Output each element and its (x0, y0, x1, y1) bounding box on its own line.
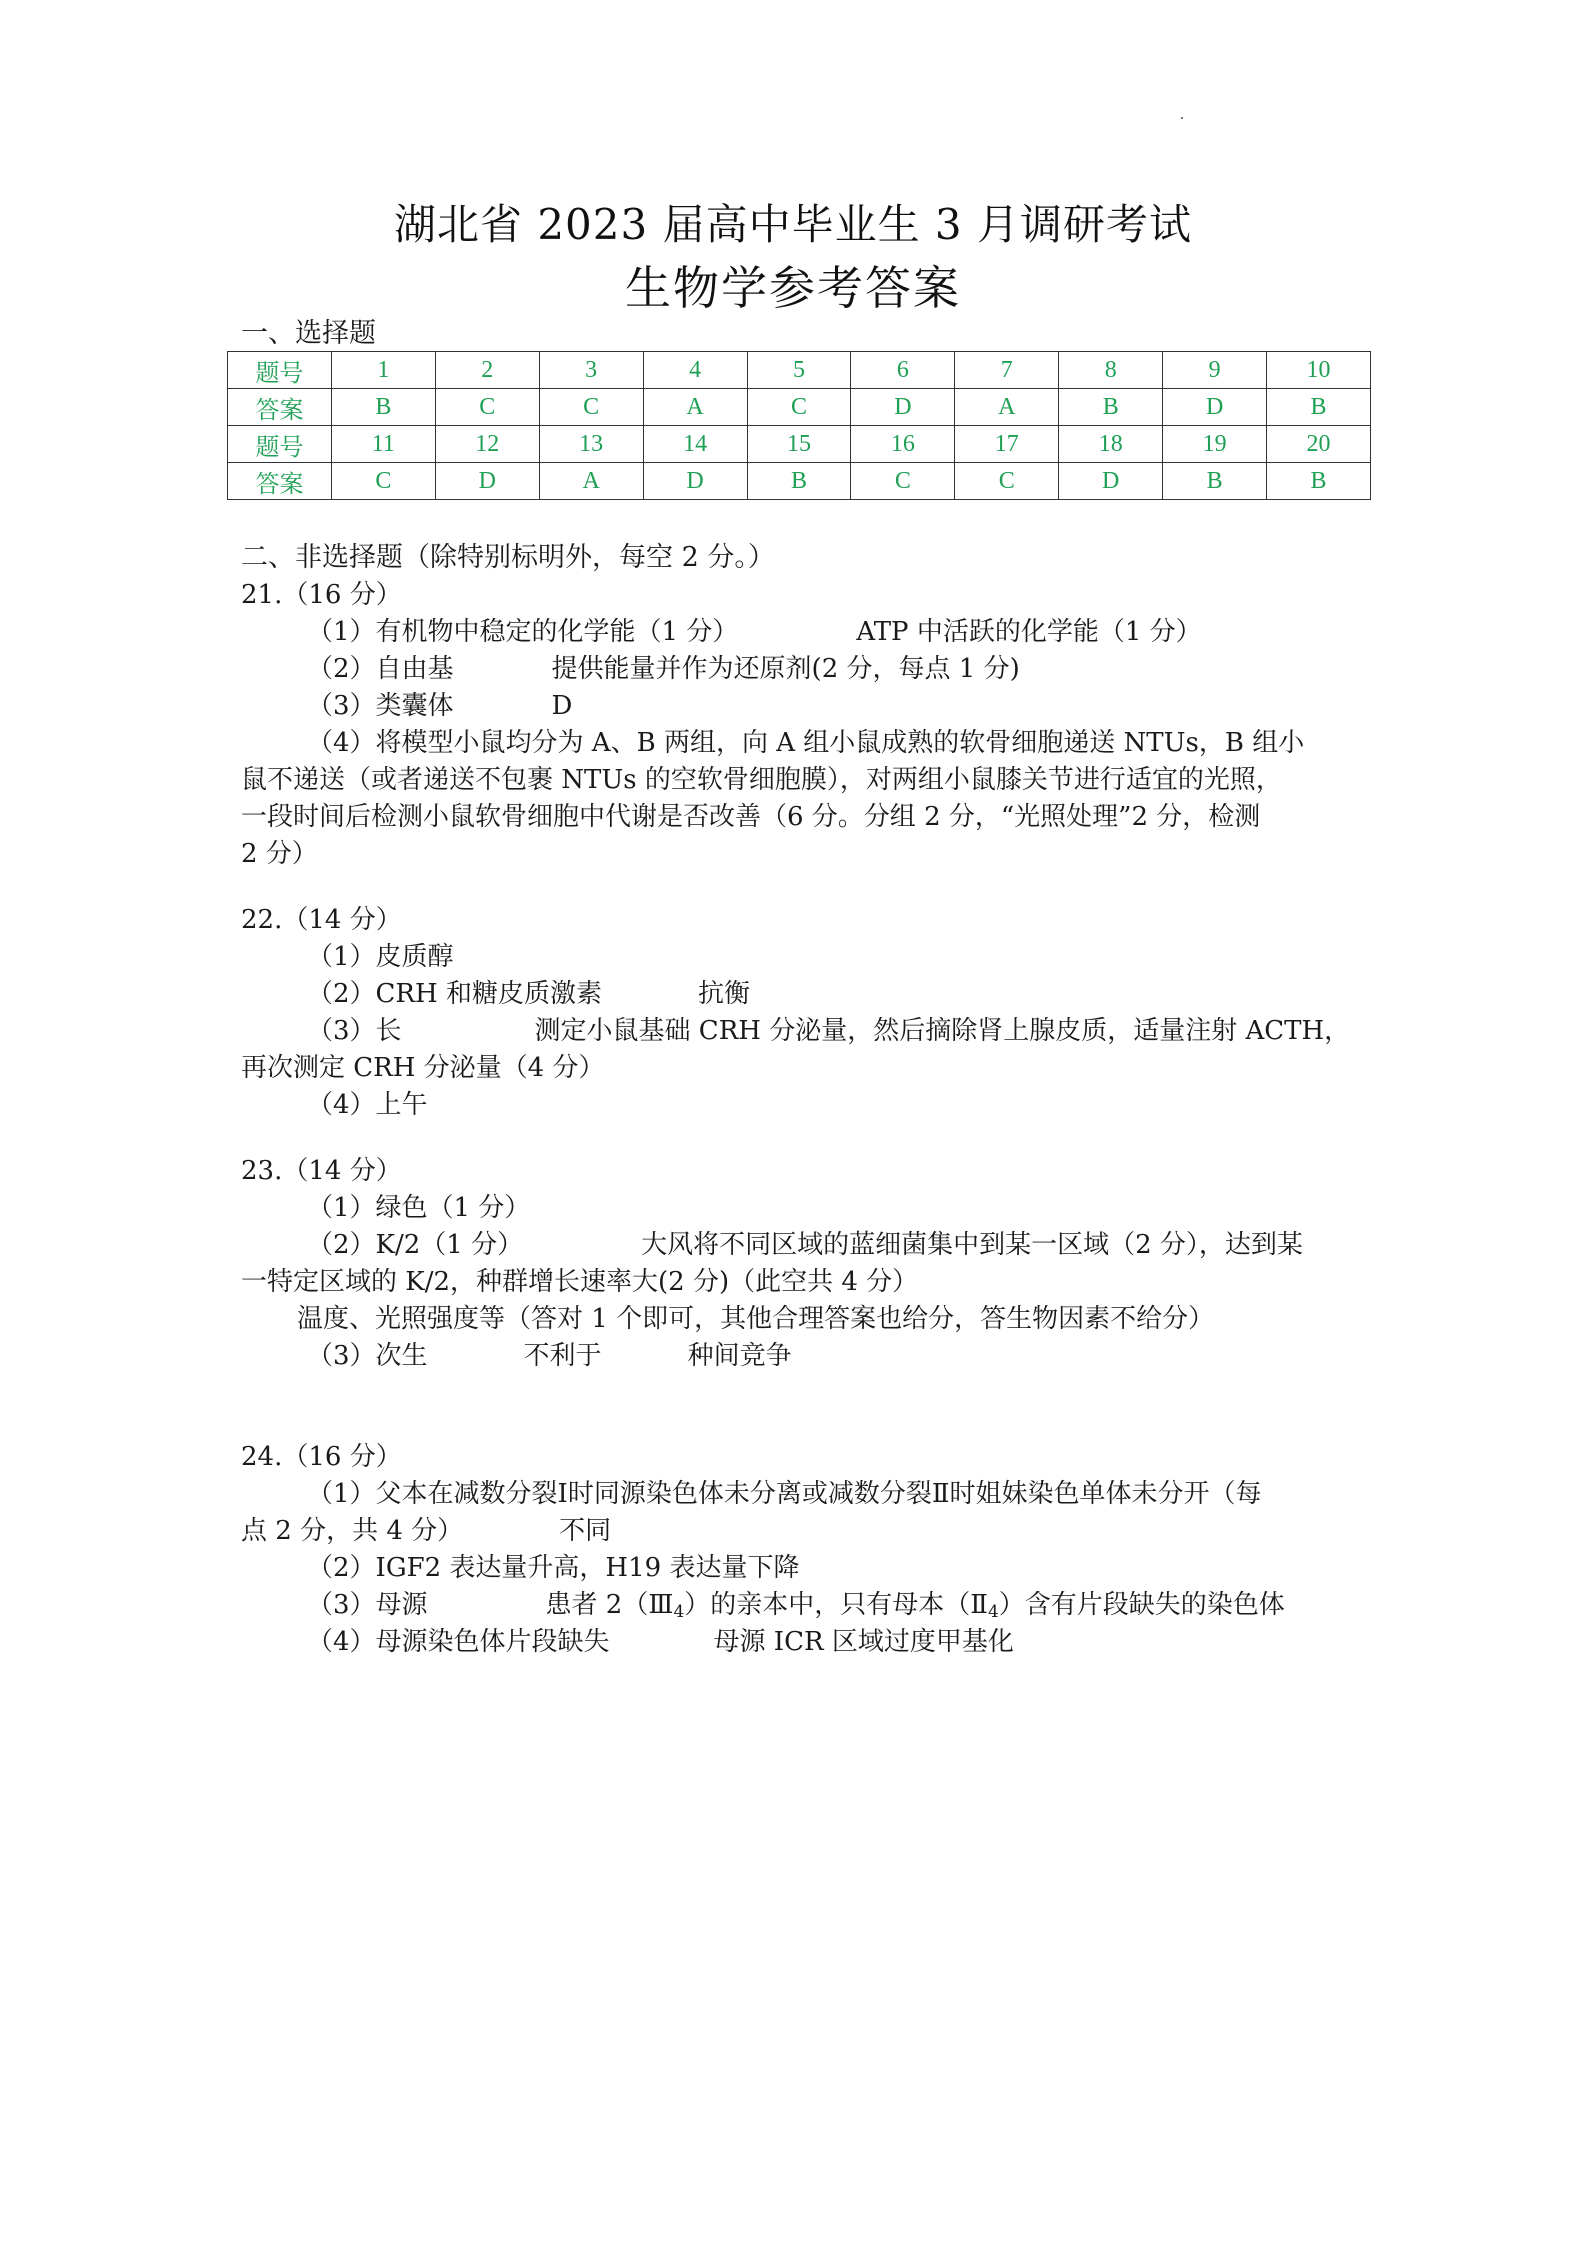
q22-answer-2: （2）CRH 和糖皮质激素 抗衡 (307, 979, 750, 1009)
answer-table-cell: A (643, 389, 747, 426)
answer-table-cell: 4 (643, 352, 747, 389)
q22-header: 22.（14 分） (241, 905, 402, 935)
answer-table-row (228, 463, 1371, 500)
answer-table-cell: D (643, 463, 747, 500)
answer-table-row (228, 426, 1371, 463)
q21-header: 21.（16 分） (241, 580, 402, 610)
q21-answer-3: （3）类囊体 D (307, 691, 573, 721)
answer-table-cell: B (1059, 389, 1163, 426)
answer-table-cell: B (331, 389, 435, 426)
answer-table-row-label: 题号 (228, 352, 332, 389)
q22-answer-3: （3）长 测定小鼠基础 CRH 分泌量，然后摘除肾上腺皮质，适量注射 ACTH， (307, 1016, 1351, 1046)
answer-table-cell: 12 (435, 426, 539, 463)
answer-table-row-label: 题号 (228, 426, 332, 463)
answer-table-cell: D (435, 463, 539, 500)
q22-answer-4: （4）上午 (307, 1090, 428, 1120)
answer-table-cell: 11 (331, 426, 435, 463)
answer-table-cell: D (1059, 463, 1163, 500)
answer-table-cell: B (747, 463, 851, 500)
q21-answer-4-line2: 鼠不递送（或者递送不包裹 NTUs 的空软骨细胞膜），对两组小鼠膝关节进行适宜的光照， (241, 765, 1282, 795)
q24-header: 24.（16 分） (241, 1442, 402, 1472)
answer-table-cell: A (539, 463, 643, 500)
answer-table-cell: C (955, 463, 1059, 500)
answer-table (227, 351, 1371, 500)
answer-table-cell: C (435, 389, 539, 426)
answer-table-cell: 5 (747, 352, 851, 389)
q24-answer-1-line2: 点 2 分，共 4 分） 不同 (241, 1516, 612, 1546)
answer-table-cell: B (1267, 463, 1371, 500)
q24-answer-2: （2）IGF2 表达量升高，H19 表达量下降 (307, 1553, 800, 1583)
answer-table-row-label: 答案 (228, 463, 332, 500)
answer-table-cell: D (1163, 389, 1267, 426)
q22-answer-1: （1）皮质醇 (307, 942, 454, 972)
answer-table-cell: 6 (851, 352, 955, 389)
section-choice-title: 一、选择题 (241, 318, 376, 349)
answer-table-cell: 8 (1059, 352, 1163, 389)
answer-table-cell: 19 (1163, 426, 1267, 463)
answer-table-cell: 2 (435, 352, 539, 389)
q23-answer-2-line3: 温度、光照强度等（答对 1 个即可，其他合理答案也给分，答生物因素不给分） (297, 1304, 1215, 1334)
section-nonchoice-title: 二、非选择题（除特别标明外，每空 2 分。） (241, 542, 775, 573)
q21-answer-4: （4）将模型小鼠均分为 A、B 两组，向 A 组小鼠成熟的软骨细胞递送 NTUs，B 组小 (307, 728, 1305, 758)
q24-answer-4: （4）母源染色体片段缺失 母源 ICR 区域过度甲基化 (307, 1627, 1014, 1657)
answer-table-cell: C (331, 463, 435, 500)
q23-answer-3: （3）次生 不利于 种间竞争 (307, 1341, 792, 1371)
answer-table-cell: 14 (643, 426, 747, 463)
q21-answer-4-line4: 2 分） (241, 839, 318, 869)
q23-answer-1: （1）绿色（1 分） (307, 1193, 531, 1223)
answer-table-cell: D (851, 389, 955, 426)
answer-table-cell: 9 (1163, 352, 1267, 389)
answer-table-row (228, 389, 1371, 426)
q23-answer-2-line2: 一特定区域的 K/2，种群增长速率大(2 分)（此空共 4 分） (241, 1267, 919, 1297)
q24-answer-1: （1）父本在减数分裂Ⅰ时同源染色体未分离或减数分裂Ⅱ时姐妹染色单体未分开（每 (307, 1479, 1262, 1509)
answer-table-cell: C (747, 389, 851, 426)
answer-table-cell: 13 (539, 426, 643, 463)
q21-answer-4-line3: 一段时间后检测小鼠软骨细胞中代谢是否改善（6 分。分组 2 分，“光照处理”2 分，检测 (241, 802, 1261, 832)
answer-table-cell: 1 (331, 352, 435, 389)
answer-table-cell: 7 (955, 352, 1059, 389)
answer-table-cell: B (1267, 389, 1371, 426)
q23-answer-2: （2）K/2（1 分） 大风将不同区域的蓝细菌集中到某一区域（2 分），达到某 (307, 1230, 1303, 1260)
page-title: 湖北省 2023 届高中毕业生 3 月调研考试 (393, 200, 1192, 249)
q22-answer-3-line2: 再次测定 CRH 分泌量（4 分） (241, 1053, 605, 1083)
answer-table-cell: 15 (747, 426, 851, 463)
answer-table-cell: C (851, 463, 955, 500)
answer-table-cell: C (539, 389, 643, 426)
answer-table-row-label: 答案 (228, 389, 332, 426)
q24-answer-3: （3）母源 患者 $2(Ⅲ_4)$的亲本中，只有母本$(Ⅱ_4)$含有片段缺失的染色体 (307, 1590, 1285, 1622)
answer-table-cell: B (1163, 463, 1267, 500)
answer-table-cell: 17 (955, 426, 1059, 463)
answer-table-cell: 3 (539, 352, 643, 389)
answer-table-row (228, 352, 1371, 389)
scan-speck (1181, 117, 1183, 119)
q23-header: 23.（14 分） (241, 1156, 402, 1186)
q21-answer-2: （2）自由基 提供能量并作为还原剂(2 分，每点 1 分) (307, 654, 1020, 684)
answer-table-cell: 10 (1267, 352, 1371, 389)
answer-table-cell: 18 (1059, 426, 1163, 463)
answer-table-cell: A (955, 389, 1059, 426)
page-subtitle: 生物学参考答案 (625, 261, 961, 315)
answer-table-cell: 20 (1267, 426, 1371, 463)
q21-answer-1: （1）有机物中稳定的化学能（1 分） ATP 中活跃的化学能（1 分） (307, 617, 1202, 647)
answer-table-cell: 16 (851, 426, 955, 463)
